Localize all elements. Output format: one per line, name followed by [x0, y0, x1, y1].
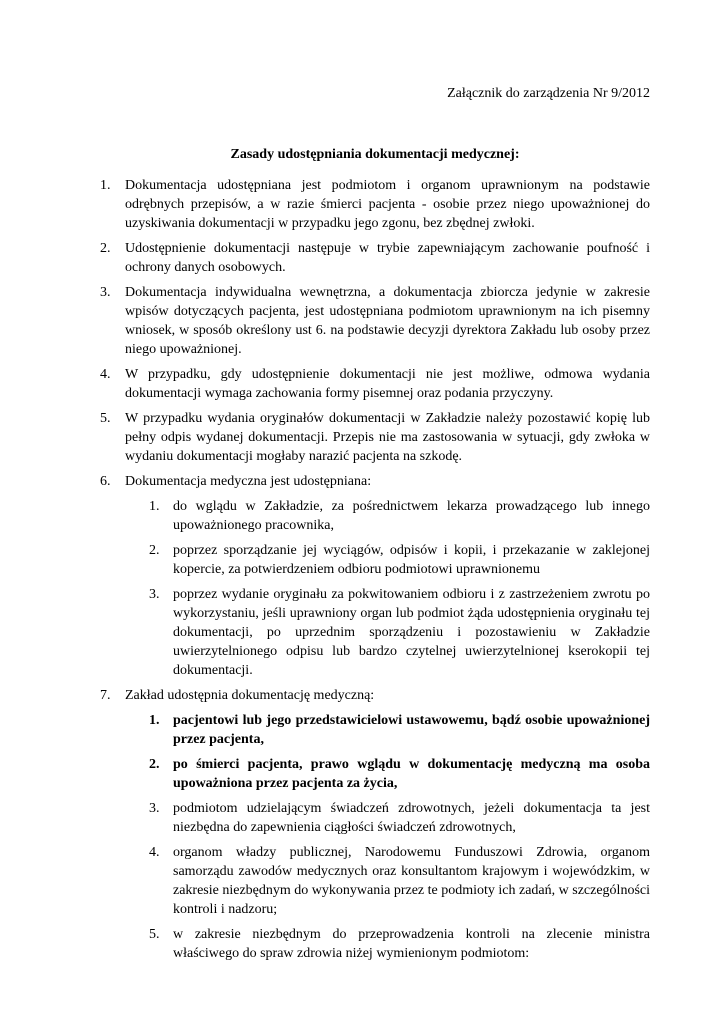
item-text: Zakład udostępnia dokumentację medyczną:	[125, 688, 375, 703]
item-number: 5.	[149, 927, 160, 942]
item-text: W przypadku, gdy udostępnienie dokumentacji nie jest możliwe, odmowa wydania dokumentacji wymaga zachowania formy pisemnej oraz podania przyczyny.	[125, 367, 650, 401]
item-number: 4.	[100, 367, 111, 382]
list-item	[100, 283, 650, 359]
list-item	[100, 239, 650, 277]
item-text: podmiotom udzielającym świadczeń zdrowotnych, jeżeli dokumentacja ta jest niezbędna do zapewnienia ciągłości świadczeń zdrowotnych,	[173, 801, 650, 835]
item-text: W przypadku wydania oryginałów dokumentacji w Zakładzie należy pozostawić kopię lub pełny odpis wydanej dokumentacji. Przepis nie ma zastosowania w sytuacji, gdy zwłoka w wydaniu dokumentacji mogłaby narazić pacjenta na szkodę.	[125, 411, 650, 464]
sub-list	[149, 497, 650, 680]
list-item	[100, 365, 650, 403]
item-number: 1.	[149, 713, 160, 728]
item-text: po śmierci pacjenta, prawo wglądu w dokumentację medyczną ma osoba upoważniona przez pacjenta za życia,	[173, 757, 650, 791]
item-number: 2.	[149, 543, 160, 558]
list-item	[100, 409, 650, 466]
sub-item	[149, 925, 650, 963]
item-text: poprzez sporządzanie jej wyciągów, odpisów i kopii, i przekazanie w zaklejonej kopercie, za potwierdzeniem odbioru podmiotowi uprawnionemu	[173, 543, 650, 577]
list-item	[100, 472, 650, 680]
item-number: 6.	[100, 474, 111, 489]
item-text: organom władzy publicznej, Narodowemu Funduszowi Zdrowia, organom samorządu zawodów medycznych oraz konsultantom krajowym i wojewódzkim, w zakresie niezbędnym do wykonywania przez te podmioty ich zadań, w szczególności kontroli i nadzoru;	[173, 845, 650, 917]
item-number: 3.	[149, 587, 160, 602]
sub-item	[149, 843, 650, 919]
list-item	[100, 176, 650, 233]
item-text: Udostępnienie dokumentacji następuje w trybie zapewniającym zachowanie poufność i ochrony danych osobowych.	[125, 241, 650, 275]
sub-item	[149, 799, 650, 837]
attachment-reference: Załącznik do zarządzenia Nr 9/2012	[447, 86, 650, 101]
item-number: 3.	[100, 285, 111, 300]
item-text: do wglądu w Zakładzie, za pośrednictwem lekarza prowadzącego lub innego upoważnionego pracownika,	[173, 499, 650, 533]
item-text: w zakresie niezbędnym do przeprowadzenia kontroli na zlecenie ministra właściwego do spraw zdrowia niżej wymienionym podmiotom:	[173, 927, 650, 961]
sub-item	[149, 497, 650, 535]
item-text: Dokumentacja indywidualna wewnętrzna, a dokumentacja zbiorcza jedynie w zakresie wpisów dotyczących pacjenta, jest udostępniana podmiotom uprawnionym na ich pisemny wniosek, w sposób określony ust 6. na podstawie decyzji dyrektora Zakładu lub osoby przez niego upoważnionej.	[125, 285, 650, 357]
sub-item	[149, 755, 650, 793]
item-number: 1.	[149, 499, 160, 514]
document-title: Zasady udostępniania dokumentacji medycznej:	[230, 147, 520, 162]
item-number: 2.	[149, 757, 160, 772]
list-item	[100, 686, 650, 963]
item-text: pacjentowi lub jego przedstawicielowi ustawowemu, bądź osobie upoważnionej przez pacjenta,	[173, 713, 650, 747]
item-text: Dokumentacja udostępniana jest podmiotom i organom uprawnionym na podstawie odrębnych przepisów, a w razie śmierci pacjenta - osobie przez niego upoważnionej do uzyskiwania dokumentacji w przypadku jego zgonu, bez zbędnej zwłoki.	[125, 178, 650, 231]
item-number: 1.	[100, 178, 111, 193]
item-number: 2.	[100, 241, 111, 256]
item-text: Dokumentacja medyczna jest udostępniana:	[125, 474, 372, 489]
sub-item	[149, 541, 650, 579]
item-number: 3.	[149, 801, 160, 816]
item-number: 5.	[100, 411, 111, 426]
sub-list	[149, 711, 650, 963]
item-text: poprzez wydanie oryginału za pokwitowaniem odbioru i z zastrzeżeniem zwrotu po wykorzystaniu, jeśli uprawniony organ lub podmiot żąda udostępnienia oryginału tej dokumentacji, po uprzednim sporządzeniu i pozostawieniu w Zakładzie uwierzytelnionego odpisu lub bardzo czytelnej uwierzytelnionej kserokopii tej dokumentacji.	[173, 587, 650, 678]
item-number: 4.	[149, 845, 160, 860]
item-number: 7.	[100, 688, 111, 703]
sub-item	[149, 711, 650, 749]
ordered-list	[100, 176, 650, 963]
sub-item	[149, 585, 650, 680]
